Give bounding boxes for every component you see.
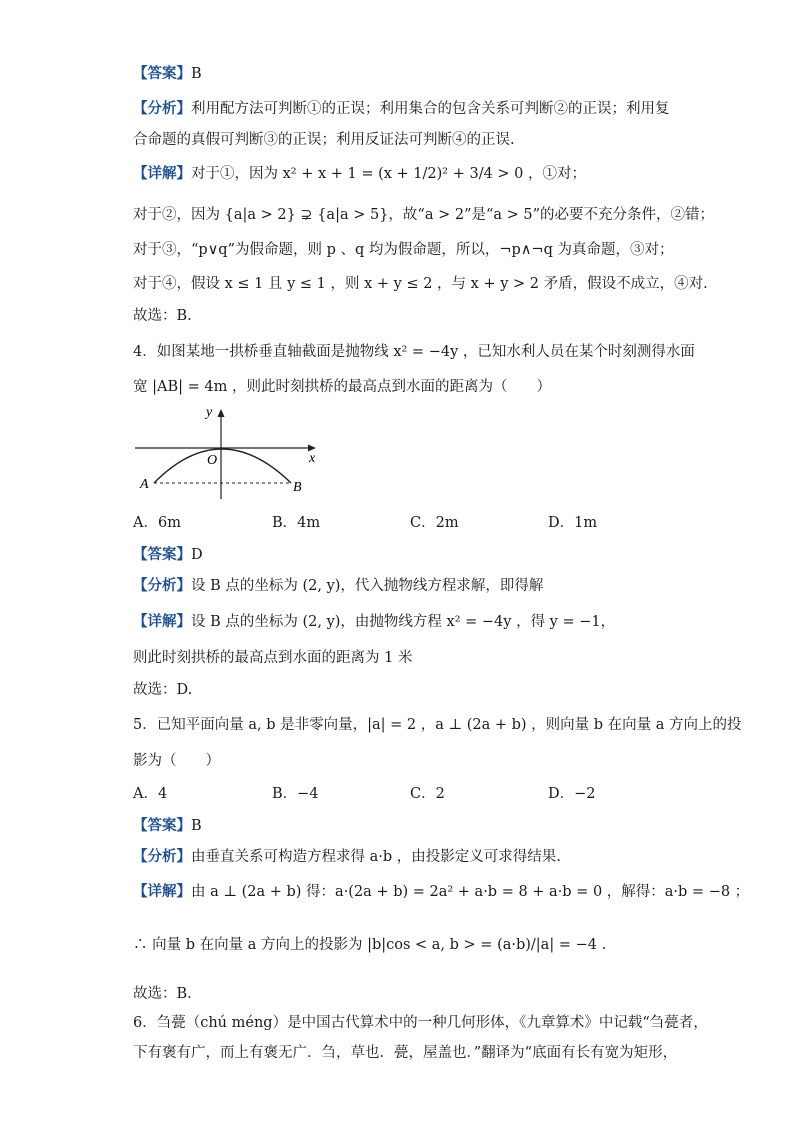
q3-detail-line-3: 对于③，“p∨q”为假命题，则 p 、q 均为假命题，所以，¬p∧¬q 为真命题，③对； [133, 242, 674, 258]
q3-answer-line [133, 64, 202, 84]
q3-analysis-line [133, 99, 670, 119]
q6-stem-line-2: 下有褒有广，而上有褒无广．刍，草也．甍，屋盖也．”翻译为“底面有长有宽为矩形， [133, 1045, 678, 1061]
analysis-text: 利用配方法可判断①的正误；利用集合的包含关系可判断②的正误；利用复 [191, 101, 670, 117]
detail-text: 对于①，因为 x² + x + 1 = (x + 1/2)² + 3/4 > 0 ，①对； [191, 166, 587, 182]
q5-stem-line-2: 影为（ ） [133, 753, 220, 769]
analysis-text: 设 B 点的坐标为 (2, y)，代入抛物线方程求解，即得解 [191, 578, 544, 594]
analysis-tag: 【分析】 [133, 100, 191, 117]
q5-detail-line-2: ∴ 向量 b 在向量 a 方向上的投影为 |b|cos < a, b > = (a·b)/|a| = −4 . [133, 937, 607, 953]
q5-option-c: C．2 [410, 786, 445, 802]
answer-tag: 【答案】 [133, 65, 191, 82]
answer-value: D [191, 547, 203, 563]
q4-option-c: C．2m [410, 515, 459, 531]
parabola-curve [154, 449, 291, 483]
q5-option-b: B．−4 [272, 786, 319, 802]
detail-text: 设 B 点的坐标为 (2, y)，由抛物线方程 x² = −4y ，得 y = −1， [191, 614, 616, 630]
q3-detail-line-4: 对于④，假设 x ≤ 1 且 y ≤ 1 ，则 x + y ≤ 2 ，与 x + y > 2 矛盾，假设不成立，④对. [133, 276, 708, 292]
answer-tag: 【答案】 [133, 817, 191, 834]
q4-option-a: A．6m [133, 515, 181, 531]
q5-stem-line-1: 5．已知平面向量 a, b 是非零向量，|a| = 2 ，a ⊥ (2a + b) ，则向量 b 在向量 a 方向上的投 [133, 717, 742, 733]
analysis-tag: 【分析】 [133, 848, 191, 865]
q3-conclusion: 故选：B. [133, 308, 192, 324]
q4-option-d: D．1m [548, 515, 598, 531]
y-axis-arrow-icon [218, 409, 225, 417]
detail-tag: 【详解】 [133, 883, 191, 900]
q5-option-a: A．4 [133, 786, 168, 802]
q3-detail-line-2: 对于②，因为 {a|a > 2} ⊋ {a|a > 5}，故“a > 2”是“a > 5”的必要不充分条件，②错； [133, 207, 715, 223]
q5-answer-line [133, 816, 202, 836]
q4-stem-line-2: 宽 |AB| = 4m ，则此时刻拱桥的最高点到水面的距离为（ ） [133, 379, 551, 395]
q4-analysis-line [133, 576, 543, 596]
detail-tag: 【详解】 [133, 613, 191, 630]
q5-conclusion: 故选：B. [133, 986, 192, 1002]
q5-detail-line [133, 882, 749, 902]
analysis-text: 由垂直关系可构造方程求得 a·b ，由投影定义可求得结果. [191, 849, 561, 865]
q4-answer-line [133, 545, 203, 565]
point-b-label: B [293, 480, 302, 495]
axis-label-y: y [206, 405, 213, 420]
q3-analysis-line-2: 合命题的真假可判断③的正误；利用反证法可判断④的正误. [133, 132, 515, 148]
detail-text: 由 a ⊥ (2a + b) 得：a·(2a + b) = 2a² + a·b = 8 + a·b = 0 ，解得：a·b = −8 ； [191, 884, 750, 900]
axis-label-x: x [309, 451, 316, 466]
point-a-label: A [140, 477, 149, 492]
q4-option-b: B．4m [272, 515, 321, 531]
answer-value: B [191, 818, 202, 834]
answer-value: B [191, 66, 202, 82]
analysis-tag: 【分析】 [133, 577, 191, 594]
q6-stem-line-1: 6．刍甍（chú méng）是中国古代算术中的一种几何形体，《九章算术》中记载“刍甍者， [133, 1015, 708, 1031]
detail-tag: 【详解】 [133, 165, 191, 182]
q4-detail-line-2: 则此时刻拱桥的最高点到水面的距离为 1 米 [133, 650, 413, 666]
q4-stem-line-1: 4．如图某地一拱桥垂直轴截面是抛物线 x² = −4y ，已知水利人员在某个时刻测得水面 [133, 344, 695, 360]
q4-detail-line [133, 612, 615, 632]
q5-analysis-line [133, 847, 561, 867]
q4-conclusion: 故选：D. [133, 682, 193, 698]
q3-detail-line [133, 164, 586, 184]
answer-tag: 【答案】 [133, 546, 191, 563]
q5-option-d: D．−2 [548, 786, 596, 802]
origin-label: O [207, 453, 218, 468]
parabola-figure [130, 402, 330, 504]
